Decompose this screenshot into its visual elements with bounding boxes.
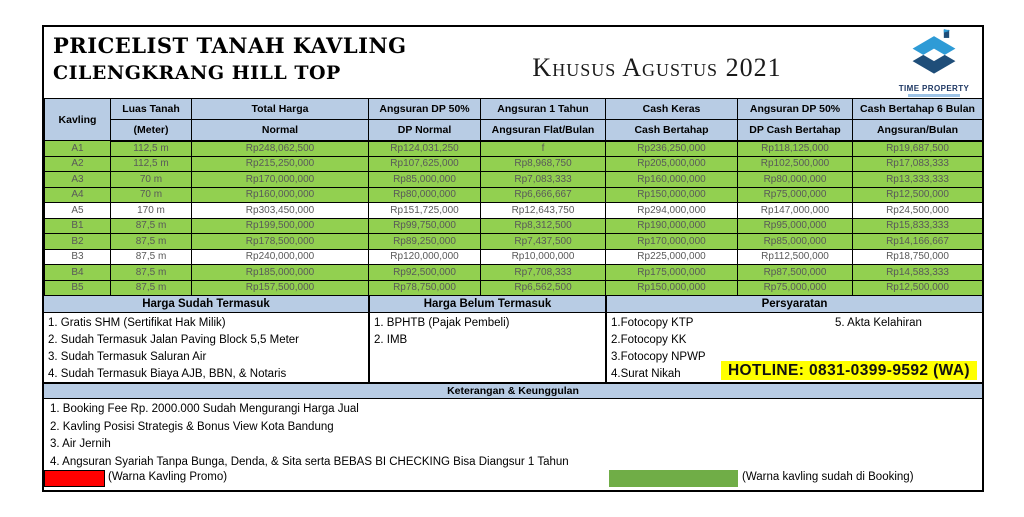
cell-dp-normal: Rp89,250,000 <box>369 234 481 250</box>
section-title: Persyaratan <box>607 296 982 313</box>
booked-color-swatch <box>609 470 738 487</box>
list-item: 1. Booking Fee Rp. 2000.000 Sudah Mengurangi Harga Jual <box>50 403 359 415</box>
cell-kavling: B2 <box>45 234 111 250</box>
cell-cash-keras: Rp160,000,000 <box>606 172 738 188</box>
cell-angsuran-bulan: Rp13,333,333 <box>853 172 983 188</box>
booked-legend-label: (Warna kavling sudah di Booking) <box>742 471 914 483</box>
logo-tagline-decoration <box>908 94 960 97</box>
period-label: Khusus Agustus 2021 <box>532 53 782 82</box>
list-item: 2. Kavling Posisi Strategis & Bonus View Kota Bandung <box>50 420 334 433</box>
col-header-kavling: Kavling <box>45 99 111 141</box>
list-item: 4. Sudah Termasuk Biaya AJB, BBN, & Notaris <box>48 368 287 380</box>
cell-dp-normal: Rp120,000,000 <box>369 249 481 265</box>
cell-dp-cash-bertahap: Rp75,000,000 <box>738 280 853 296</box>
cell-dp-normal: Rp85,000,000 <box>369 172 481 188</box>
cell-dp-cash-bertahap: Rp87,500,000 <box>738 265 853 281</box>
list-item: 3. Air Jernih <box>50 438 111 450</box>
table-row <box>45 172 983 188</box>
cell-luas: 70 m <box>111 187 192 203</box>
cell-angsuran-bulan: Rp14,583,333 <box>853 265 983 281</box>
col-header-dp50cash-2: DP Cash Bertahap <box>738 120 853 141</box>
cell-cash-keras: Rp190,000,000 <box>606 218 738 234</box>
col-header-bertahap6-1: Cash Bertahap 6 Bulan <box>853 99 983 120</box>
hotline-banner: HOTLINE: 0831-0399-9592 (WA) <box>721 361 977 380</box>
cell-cash-keras: Rp294,000,000 <box>606 203 738 219</box>
cell-cash-keras: Rp225,000,000 <box>606 249 738 265</box>
col-header-dp50-2: DP Normal <box>369 120 481 141</box>
col-header-cashkeras-1: Cash Keras <box>606 99 738 120</box>
price-table-body <box>45 141 983 296</box>
table-row <box>45 141 983 157</box>
list-item: 2. Sudah Termasuk Jalan Paving Block 5,5 Meter <box>48 334 300 346</box>
cell-angsuran-bulan: Rp14,166,667 <box>853 234 983 250</box>
cell-dp-normal: Rp78,750,000 <box>369 280 481 296</box>
company-logo <box>890 29 978 95</box>
list-item: 3. Sudah Termasuk Saluran Air <box>48 351 207 363</box>
cell-kavling: A3 <box>45 172 111 188</box>
cell-dp-cash-bertahap: Rp118,125,000 <box>738 141 853 157</box>
keterangan-list <box>44 399 982 469</box>
persyaratan-body <box>607 313 982 383</box>
cell-kavling: B4 <box>45 265 111 281</box>
section-harga-sudah-termasuk <box>44 296 368 382</box>
cell-dp-cash-bertahap: Rp95,000,000 <box>738 218 853 234</box>
cell-dp-cash-bertahap: Rp112,500,000 <box>738 249 853 265</box>
persyaratan-item-5: 5. Akta Kelahiran <box>835 317 922 329</box>
col-header-bertahap6-2: Angsuran/Bulan <box>853 120 983 141</box>
col-header-angsuran1th-1: Angsuran 1 Tahun <box>481 99 606 120</box>
color-legend <box>44 469 982 491</box>
price-table <box>44 98 983 296</box>
col-header-luas-1: Luas Tanah <box>111 99 192 120</box>
cell-total-harga: Rp157,500,000 <box>192 280 369 296</box>
cell-angsuran-bulan: Rp15,833,333 <box>853 218 983 234</box>
col-header-dp50cash-1: Angsuran DP 50% <box>738 99 853 120</box>
cell-angsuran-flat: Rp6,666,667 <box>481 187 606 203</box>
section-harga-belum-termasuk <box>368 296 605 382</box>
cell-cash-keras: Rp150,000,000 <box>606 280 738 296</box>
list-item: 4. Angsuran Syariah Tanpa Bunga, Denda, & Sita serta BEBAS BI CHECKING Bisa Diangsur 1 Tahun <box>50 455 569 468</box>
col-header-dp50-1: Angsuran DP 50% <box>369 99 481 120</box>
cell-dp-cash-bertahap: Rp85,000,000 <box>738 234 853 250</box>
table-row <box>45 187 983 203</box>
list-item: 3.Fotocopy NPWP <box>611 351 706 363</box>
table-row <box>45 234 983 250</box>
list-item: 4.Surat Nikah <box>611 368 681 380</box>
cell-dp-cash-bertahap: Rp102,500,000 <box>738 156 853 172</box>
cell-kavling: B3 <box>45 249 111 265</box>
cell-dp-cash-bertahap: Rp80,000,000 <box>738 172 853 188</box>
list-item: 1. BPHTB (Pajak Pembeli) <box>374 317 510 329</box>
cell-dp-normal: Rp92,500,000 <box>369 265 481 281</box>
cell-angsuran-bulan: Rp18,750,000 <box>853 249 983 265</box>
cell-dp-normal: Rp107,625,000 <box>369 156 481 172</box>
cell-kavling: A5 <box>45 203 111 219</box>
cell-luas: 170 m <box>111 203 192 219</box>
list-item: 1.Fotocopy KTP <box>611 317 694 329</box>
included-list <box>44 313 368 383</box>
table-row <box>45 218 983 234</box>
cell-angsuran-bulan: Rp19,687,500 <box>853 141 983 157</box>
col-header-angsuran1th-2: Angsuran Flat/Bulan <box>481 120 606 141</box>
cell-total-harga: Rp170,000,000 <box>192 172 369 188</box>
list-item: 1. Gratis SHM (Sertifikat Hak Milik) <box>48 317 226 329</box>
cell-dp-normal: Rp124,031,250 <box>369 141 481 157</box>
cell-cash-keras: Rp175,000,000 <box>606 265 738 281</box>
cell-luas: 70 m <box>111 172 192 188</box>
table-row <box>45 280 983 296</box>
list-item: 2.Fotocopy KK <box>611 334 687 346</box>
cell-kavling: A2 <box>45 156 111 172</box>
cell-angsuran-flat: Rp7,083,333 <box>481 172 606 188</box>
table-row <box>45 203 983 219</box>
table-row <box>45 265 983 281</box>
cell-cash-keras: Rp236,250,000 <box>606 141 738 157</box>
cell-total-harga: Rp178,500,000 <box>192 234 369 250</box>
cell-dp-normal: Rp99,750,000 <box>369 218 481 234</box>
page-subtitle: CILENGKRANG HILL TOP <box>53 62 341 84</box>
cell-luas: 87,5 m <box>111 265 192 281</box>
cell-dp-cash-bertahap: Rp75,000,000 <box>738 187 853 203</box>
table-row <box>45 249 983 265</box>
cell-angsuran-flat: Rp7,437,500 <box>481 234 606 250</box>
cell-total-harga: Rp160,000,000 <box>192 187 369 203</box>
section-title: Harga Sudah Termasuk <box>44 296 368 313</box>
cell-angsuran-flat: Rp12,643,750 <box>481 203 606 219</box>
promo-legend-label: (Warna Kavling Promo) <box>108 471 228 483</box>
cell-angsuran-bulan: Rp12,500,000 <box>853 280 983 296</box>
cell-angsuran-flat: Rp8,312,500 <box>481 218 606 234</box>
section-title: Harga Belum Termasuk <box>370 296 605 313</box>
cell-angsuran-flat: Rp7,708,333 <box>481 265 606 281</box>
table-row <box>45 156 983 172</box>
cell-angsuran-flat: Rp8,968,750 <box>481 156 606 172</box>
section-persyaratan <box>605 296 982 382</box>
cell-total-harga: Rp185,000,000 <box>192 265 369 281</box>
cell-dp-cash-bertahap: Rp147,000,000 <box>738 203 853 219</box>
time-property-logo-icon <box>896 29 972 79</box>
cell-luas: 87,5 m <box>111 218 192 234</box>
cell-angsuran-flat: Rp6,562,500 <box>481 280 606 296</box>
cell-total-harga: Rp303,450,000 <box>192 203 369 219</box>
cell-luas: 87,5 m <box>111 234 192 250</box>
price-table-header <box>45 99 983 141</box>
cell-dp-normal: Rp151,725,000 <box>369 203 481 219</box>
page-title: PRICELIST TANAH KAVLING <box>53 33 407 58</box>
cell-total-harga: Rp248,062,500 <box>192 141 369 157</box>
col-header-cashkeras-2: Cash Bertahap <box>606 120 738 141</box>
col-header-total-2: Normal <box>192 120 369 141</box>
cell-cash-keras: Rp150,000,000 <box>606 187 738 203</box>
cell-kavling: B5 <box>45 280 111 296</box>
cell-cash-keras: Rp170,000,000 <box>606 234 738 250</box>
cell-luas: 112,5 m <box>111 141 192 157</box>
keterangan-title-bar: Keterangan & Keunggulan <box>44 384 982 399</box>
logo-text: TIME PROPERTY <box>898 84 970 93</box>
cell-kavling: A4 <box>45 187 111 203</box>
cell-angsuran-bulan: Rp12,500,000 <box>853 187 983 203</box>
cell-luas: 87,5 m <box>111 249 192 265</box>
cell-angsuran-bulan: Rp24,500,000 <box>853 203 983 219</box>
cell-kavling: B1 <box>45 218 111 234</box>
list-item: 2. IMB <box>374 334 408 346</box>
pricelist-sheet <box>42 25 984 492</box>
cell-dp-normal: Rp80,000,000 <box>369 187 481 203</box>
cell-luas: 112,5 m <box>111 156 192 172</box>
col-header-total-1: Total Harga <box>192 99 369 120</box>
col-header-luas-2: (Meter) <box>111 120 192 141</box>
cell-angsuran-flat: f <box>481 141 606 157</box>
excluded-list <box>370 313 605 383</box>
promo-color-swatch <box>44 470 105 487</box>
header <box>44 27 982 98</box>
info-sections <box>44 296 982 384</box>
cell-cash-keras: Rp205,000,000 <box>606 156 738 172</box>
cell-luas: 87,5 m <box>111 280 192 296</box>
cell-total-harga: Rp240,000,000 <box>192 249 369 265</box>
cell-angsuran-flat: Rp10,000,000 <box>481 249 606 265</box>
cell-kavling: A1 <box>45 141 111 157</box>
cell-total-harga: Rp215,250,000 <box>192 156 369 172</box>
cell-total-harga: Rp199,500,000 <box>192 218 369 234</box>
cell-angsuran-bulan: Rp17,083,333 <box>853 156 983 172</box>
